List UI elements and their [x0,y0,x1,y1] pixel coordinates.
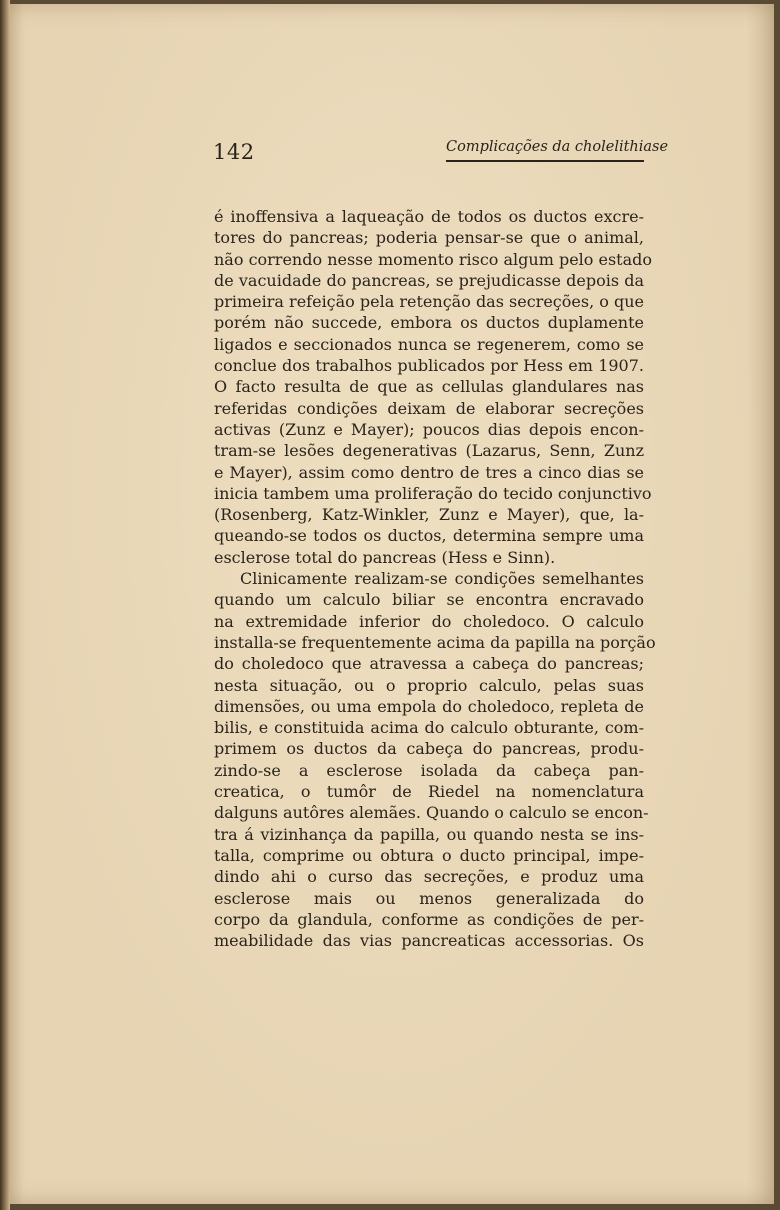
running-title: Complicações da cholelithiase [446,139,669,155]
text-line: zindo-se a esclerose isolada da cabeça pan- [214,760,644,780]
text-line: não correndo nesse momento risco algum pelo estado [214,249,653,269]
text-line: ligados e seccionados nunca se regenerem, como se [214,334,644,354]
text-line: esclerose total do pancreas (Hess e Sinn). [214,547,556,567]
body-text [214,206,656,951]
text-line: meabilidade das vias pancreaticas accessorias. Os [214,931,644,951]
text-line: nesta situação, ou o proprio calculo, pelas suas [214,675,644,695]
text-line: dindo ahi o curso das secreções, e produz uma [214,867,644,887]
text-line: tores do pancreas; poderia pensar-se que o animal, [214,228,644,248]
text-line: tra á vizinhança da papilla, ou quando nesta se ins- [214,824,644,844]
page-number: 142 [213,140,255,164]
text-line: na extremidade inferior do choledoco. O calculo [214,611,644,631]
text-line: quando um calculo biliar se encontra encravado [214,590,644,610]
text-line: talla, comprime ou obtura o ducto principal, impe- [214,845,644,865]
page-binding-edge [0,0,10,1210]
text-line: creatica, o tumôr de Riedel na nomenclatura [214,782,644,802]
text-line: referidas condições deixam de elaborar secreções [214,398,644,418]
text-line: do choledoco que atravessa a cabeça do pancreas; [214,654,644,674]
header-rule [446,160,644,162]
text-line: queando-se todos os ductos, determina sempre uma [214,526,644,546]
text-line: bilis, e constituida acima do calculo obturante, com- [214,718,644,738]
text-line: primem os ductos da cabeça do pancreas, produ- [214,739,644,759]
text-line: inicia tambem uma proliferação do tecido conjunctivo [214,483,652,503]
text-line: Clinicamente realizam-se condições semelhantes [240,569,644,589]
text-line: tram-se lesões degenerativas (Lazarus, Senn, Zunz [214,441,644,461]
text-line: primeira refeição pela retenção das secreções, o que [214,292,644,312]
text-line: de vacuidade do pancreas, se prejudicasse depois da [214,270,644,290]
text-line: é inoffensiva a laqueação de todos os ductos excre- [214,207,644,226]
text-line: O facto resulta de que as cellulas glandulares nas [214,377,644,397]
text-line: installa-se frequentemente acima da papilla na porção [214,632,656,652]
text-line: dimensões, ou uma empola do choledoco, repleta de [214,696,644,716]
text-line: e Mayer), assim como dentro de tres a cinco dias se [214,462,644,482]
text-line: dalguns autôres alemães. Quando o calculo se encon- [214,803,649,823]
text-line: activas (Zunz e Mayer); poucos dias depois encon- [214,419,644,439]
text-line: corpo da glandula, conforme as condições de per- [214,909,644,929]
text-line: esclerose mais ou menos generalizada do [214,888,644,908]
text-line: conclue dos trabalhos publicados por Hess em 1907. [214,356,644,376]
text-line: porém não succede, embora os ductos duplamente [214,313,644,333]
text-line: (Rosenberg, Katz-Winkler, Zunz e Mayer), que, la- [214,505,644,525]
